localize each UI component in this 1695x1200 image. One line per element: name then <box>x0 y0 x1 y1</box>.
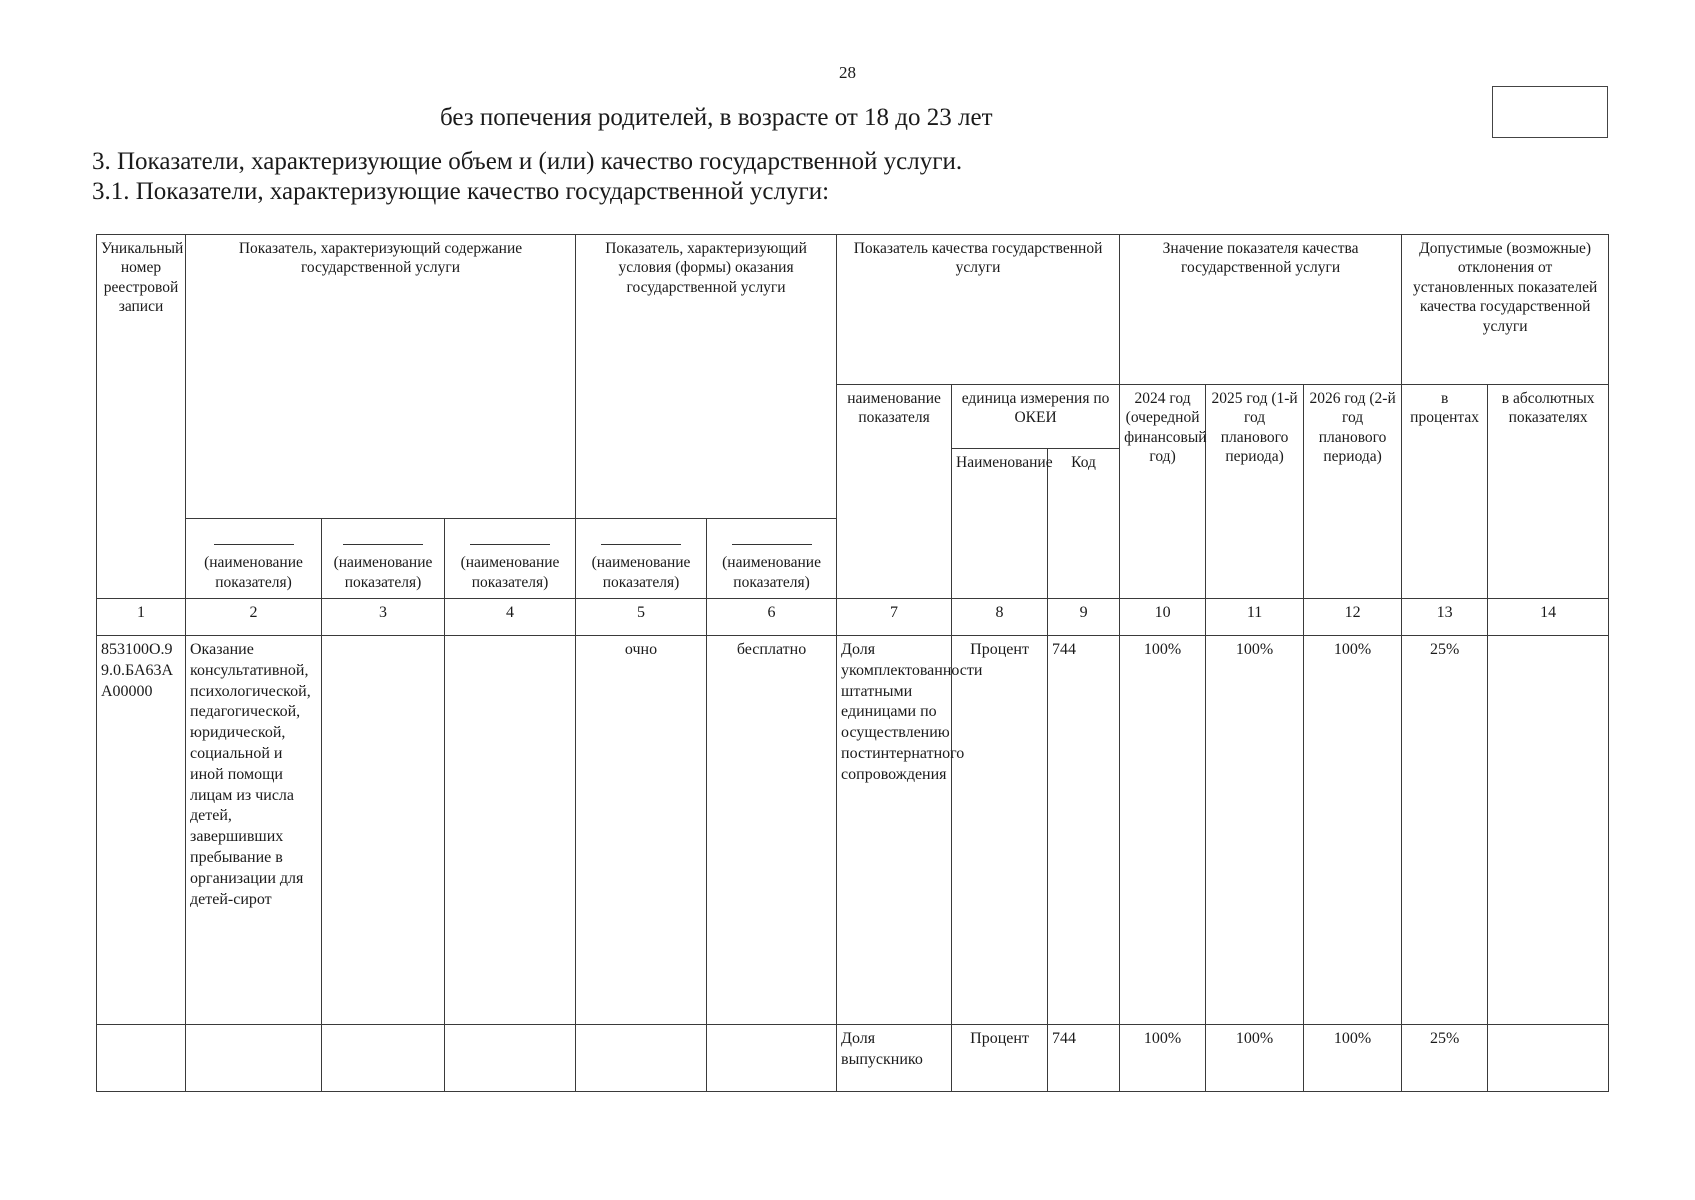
value-2025: 100% <box>1206 636 1304 1025</box>
column-number: 6 <box>707 599 837 636</box>
header-indicator-name: наименование показателя <box>837 385 952 599</box>
header-conditions-indicator: Показатель, характеризующий условия (формы) оказания государственной услуги <box>576 235 837 519</box>
page-number: 28 <box>839 63 856 82</box>
column-number: 12 <box>1304 599 1402 636</box>
unit-name: Процент <box>952 636 1048 1025</box>
column-number: 7 <box>837 599 952 636</box>
column-number: 2 <box>186 599 322 636</box>
label-text: (наименование показателя) <box>460 554 560 591</box>
service-form <box>576 1025 707 1092</box>
column-number: 3 <box>322 599 445 636</box>
service-form: очно <box>576 636 707 1025</box>
header-deviations: Допустимые (возможные) отклонения от установленных показателей качества государственной услуги <box>1402 235 1609 385</box>
value-2025: 100% <box>1206 1025 1304 1092</box>
corner-box <box>1492 86 1608 138</box>
label-text: (наименование показателя) <box>722 554 821 591</box>
service-payment: бесплатно <box>707 636 837 1025</box>
header-unit-name: Наименование <box>952 449 1048 599</box>
quality-indicators-table <box>96 234 1609 1092</box>
quality-indicator-name: Доля укомплектованности штатными единицами по осуществлению постинтернатного сопровождения <box>837 636 952 1025</box>
content-indicator-2 <box>322 1025 445 1092</box>
table-row <box>97 636 1609 1025</box>
unit-code: 744 <box>1048 636 1120 1025</box>
section-heading: 3. Показатели, характеризующие объем и (или) качество государственной услуги. <box>92 148 963 175</box>
header-unit-okei: единица измерения по ОКЕИ <box>952 385 1120 449</box>
registry-number: 853100О.99.0.БА63АА00000 <box>97 636 186 1025</box>
header-year-2025: 2025 год (1-й год планового периода) <box>1206 385 1304 599</box>
label-cell-col2 <box>186 519 322 599</box>
registry-number <box>97 1025 186 1092</box>
quality-indicator-name: Доля выпускнико <box>837 1025 952 1092</box>
label-cell-col5 <box>576 519 707 599</box>
value-2024: 100% <box>1120 636 1206 1025</box>
deviation-absolute <box>1488 636 1609 1025</box>
service-content <box>186 1025 322 1092</box>
label-text: (наименование показателя) <box>204 554 303 591</box>
column-number: 8 <box>952 599 1048 636</box>
deviation-absolute <box>1488 1025 1609 1092</box>
unit-code: 744 <box>1048 1025 1120 1092</box>
content-indicator-3 <box>445 636 576 1025</box>
service-content: Оказание консультативной, психологической, педагогической, юридической, социальной и иной помощи лицам из числа детей, завершивших пребывание в организации для детей-сирот <box>186 636 322 1025</box>
label-cell-col6 <box>707 519 837 599</box>
label-cell-col4 <box>445 519 576 599</box>
header-percent: в процентах <box>1402 385 1488 599</box>
label-cell-col3 <box>322 519 445 599</box>
column-numbers-row <box>97 599 1609 636</box>
header-quality-indicator: Показатель качества государственной услуги <box>837 235 1120 385</box>
deviation-percent: 25% <box>1402 1025 1488 1092</box>
unit-name: Процент <box>952 1025 1048 1092</box>
header-unique-number: Уникальный номер реестровой записи <box>97 235 186 599</box>
content-indicator-3 <box>445 1025 576 1092</box>
table-row <box>97 1025 1609 1092</box>
header-absolute: в абсолютных показателях <box>1488 385 1609 599</box>
column-number: 13 <box>1402 599 1488 636</box>
subtitle: без попечения родителей, в возрасте от 18 до 23 лет <box>440 104 993 131</box>
label-text: (наименование показателя) <box>591 554 691 591</box>
service-payment <box>707 1025 837 1092</box>
value-2024: 100% <box>1120 1025 1206 1092</box>
column-number: 14 <box>1488 599 1609 636</box>
header-content-indicator: Показатель, характеризующий содержание государственной услуги <box>186 235 576 519</box>
column-number: 11 <box>1206 599 1304 636</box>
label-text: (наименование показателя) <box>333 554 433 591</box>
column-number: 9 <box>1048 599 1120 636</box>
column-number: 4 <box>445 599 576 636</box>
subsection-heading: 3.1. Показатели, характеризующие качество государственной услуги: <box>92 178 830 205</box>
content-indicator-2 <box>322 636 445 1025</box>
value-2026: 100% <box>1304 636 1402 1025</box>
header-year-2024: 2024 год (очередной финансовый год) <box>1120 385 1206 599</box>
value-2026: 100% <box>1304 1025 1402 1092</box>
header-unit-code: Код <box>1048 449 1120 599</box>
header-year-2026: 2026 год (2-й год планового периода) <box>1304 385 1402 599</box>
column-number: 10 <box>1120 599 1206 636</box>
header-quality-value: Значение показателя качества государственной услуги <box>1120 235 1402 385</box>
column-number: 1 <box>97 599 186 636</box>
deviation-percent: 25% <box>1402 636 1488 1025</box>
column-number: 5 <box>576 599 707 636</box>
